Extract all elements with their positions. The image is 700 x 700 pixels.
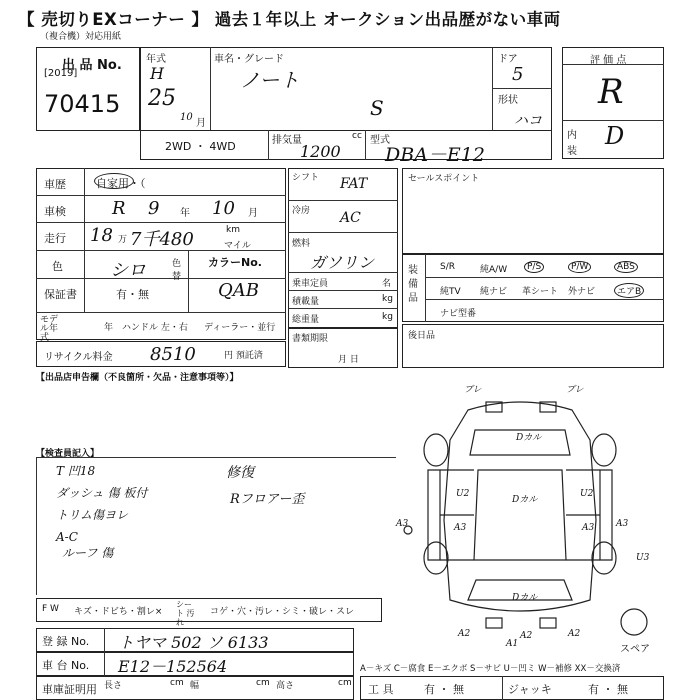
equip-ps: P/S bbox=[524, 261, 544, 273]
equip-tv: 純TV bbox=[440, 287, 461, 297]
inspector-label: 【検査員記入】 bbox=[36, 449, 100, 459]
shaken-month: 10 bbox=[212, 198, 235, 219]
dmg-label-11: U3 bbox=[636, 553, 650, 563]
dmg-label-3: Dカル bbox=[516, 433, 542, 443]
sheet-options: コゲ・穴・汚レ・シミ・破レ・スレ bbox=[210, 607, 355, 617]
equipment-label: 装備品 bbox=[408, 265, 418, 304]
arrival-label: 後日品 bbox=[408, 331, 436, 341]
equip-ext-navi: 外ナビ bbox=[568, 287, 596, 297]
score-interior: D bbox=[605, 122, 625, 150]
doors-value: 5 bbox=[512, 64, 524, 85]
load-label: 積載量 bbox=[292, 297, 320, 307]
equip-pw: P/W bbox=[568, 261, 591, 273]
shape-label: 形状 bbox=[498, 95, 518, 106]
shaken-tsuki: 月 bbox=[248, 208, 258, 219]
total-unit: kg bbox=[382, 312, 393, 322]
nenshiki-month-unit: 月 bbox=[196, 118, 206, 129]
fuel-label: 燃料 bbox=[292, 239, 311, 249]
cert-width-unit: cm bbox=[256, 678, 270, 688]
inspector-note-5: ルーフ 傷 bbox=[62, 546, 114, 560]
equip-navi: 純ナビ bbox=[480, 287, 508, 297]
dmg-label-9: A3 bbox=[582, 523, 595, 533]
name-label: 車名・グレード bbox=[214, 54, 284, 65]
displacement-value: 1200 bbox=[300, 142, 341, 161]
shaken-era: R bbox=[112, 198, 126, 219]
car-grade: S bbox=[370, 96, 384, 120]
color-label: 色 bbox=[52, 260, 63, 273]
jack-value: 有 ・ 無 bbox=[588, 683, 628, 696]
mileage-rest: 7千480 bbox=[130, 229, 194, 250]
color-value: シロ bbox=[110, 260, 146, 281]
doc-label: 書類期限 bbox=[292, 334, 329, 344]
interior-label-1: 内 bbox=[567, 130, 577, 141]
shaken-label: 車検 bbox=[44, 205, 66, 218]
inspector-note-right-1: 修復 bbox=[226, 465, 254, 481]
dmg-label-12: A2 bbox=[458, 629, 471, 639]
nenshiki-era: H bbox=[150, 64, 164, 83]
equip-sr: S/R bbox=[440, 262, 455, 272]
dmg-label-14: A2 bbox=[568, 629, 581, 639]
recycle-label: リサイクル料金 bbox=[44, 352, 113, 363]
interior-label-2: 装 bbox=[567, 146, 577, 157]
shift-label: シフト bbox=[292, 173, 320, 183]
doc-unit: 月 日 bbox=[338, 355, 359, 365]
handle-options: ハンドル 左・右 bbox=[122, 323, 188, 333]
dmg-label-16: Dカル bbox=[512, 593, 538, 603]
model-year-label: モデル年式 bbox=[40, 315, 59, 343]
score-label: 評 価 点 bbox=[590, 55, 627, 66]
model-label: 型式 bbox=[370, 135, 390, 146]
equip-leather: 革シート bbox=[522, 287, 559, 297]
dmg-label-10: A3 bbox=[616, 519, 629, 529]
fw-label: F W bbox=[42, 604, 59, 614]
damage-legend: A－キズ C－腐食 E－エクボ S－サビ U－凹ミ W－補修 XX－交換済 bbox=[360, 664, 621, 674]
tools-label: 工 具 bbox=[368, 683, 394, 696]
km-label: km bbox=[226, 225, 240, 235]
inspector-note-3: トリム傷ヨレ bbox=[56, 508, 129, 522]
dmg-label-6: Dカル bbox=[512, 495, 538, 505]
capacity-unit: 名 bbox=[382, 279, 392, 289]
dealer-options: ディーラー・並行 bbox=[204, 323, 276, 333]
reg-label: 登 録 No. bbox=[42, 635, 90, 648]
car-name: ノート bbox=[240, 68, 300, 92]
fw-options: キズ・ドビち・割レ× bbox=[74, 607, 163, 617]
inspector-note-4: A-C bbox=[56, 530, 78, 544]
warranty-options: 有・無 bbox=[116, 288, 149, 301]
inspector-note-2: ダッシュ 傷 板付 bbox=[56, 486, 148, 500]
inspector-note-1: T 凹18 bbox=[56, 464, 96, 478]
ac-label: 冷房 bbox=[292, 206, 311, 216]
lot-number: 70415 bbox=[44, 90, 121, 118]
mileage-man: 18 bbox=[90, 225, 113, 246]
cert-height-unit: cm bbox=[338, 678, 352, 688]
dmg-label-13: A2 bbox=[520, 631, 533, 641]
color-code-value: QAB bbox=[218, 280, 259, 301]
nenshiki-year: 25 bbox=[148, 86, 176, 111]
dmg-label-5: U2 bbox=[580, 489, 594, 499]
total-label: 総重量 bbox=[292, 315, 320, 325]
color-code-label: カラーNo. bbox=[208, 256, 262, 269]
mile-label: マイル bbox=[224, 241, 251, 251]
equip-airbag: エアB bbox=[614, 283, 644, 298]
load-unit: kg bbox=[382, 294, 393, 304]
recycle-unit: 円 預託済 bbox=[224, 351, 263, 361]
dmg-label-15: A1 bbox=[506, 639, 519, 649]
shift-value: FAT bbox=[340, 176, 368, 192]
shaken-year: 9 bbox=[148, 198, 160, 219]
navi-model-label: ナビ型番 bbox=[440, 309, 477, 319]
recycle-value: 8510 bbox=[150, 344, 196, 365]
score-overall: R bbox=[598, 72, 624, 112]
cert-length-unit: cm bbox=[170, 678, 184, 688]
iro-label: 色替 bbox=[172, 259, 182, 282]
page-title: 【 売切りEXコーナー 】 過去１年以上 オークション出品歴がない車両 bbox=[18, 10, 561, 29]
dmg-label-8: A3 bbox=[396, 519, 409, 529]
dmg-label-4: U2 bbox=[456, 489, 470, 499]
fuel-value: ガソリン bbox=[310, 253, 375, 272]
model-year-nen: 年 bbox=[104, 323, 114, 333]
header-note: （複合機）対応用紙 bbox=[40, 32, 122, 42]
equip-aw: 純A/W bbox=[480, 265, 508, 275]
lot-label: 出 品 No. bbox=[62, 58, 122, 73]
cert-length: 長さ bbox=[104, 681, 123, 691]
report-label: 【出品店申告欄（不良箇所・欠品・注意事項等）】 bbox=[36, 373, 239, 383]
sales-point-label: セールスポイント bbox=[408, 174, 480, 184]
drive-label: 2WD ・ 4WD bbox=[165, 140, 236, 153]
shape-value: ハコ bbox=[514, 113, 542, 129]
sheet-label: シート 汚れ bbox=[176, 600, 195, 627]
disp-unit: cc bbox=[352, 131, 362, 141]
warranty-label: 保証書 bbox=[44, 288, 77, 301]
ac-value: AC bbox=[340, 210, 361, 226]
dmg-label-1: ブレ bbox=[464, 385, 482, 395]
cert-height: 高さ bbox=[276, 681, 295, 691]
spare-label: スペア bbox=[620, 644, 650, 655]
chassis-label: 車 台 No. bbox=[42, 659, 90, 672]
inspector-note-right-2: Rフロアー歪 bbox=[230, 492, 305, 507]
cert-width: 幅 bbox=[190, 681, 200, 691]
reg-value: トヤマ 502 ソ 6133 bbox=[118, 633, 269, 652]
mileage-man-unit: 万 bbox=[118, 235, 128, 245]
lot-year-tag: [2019] bbox=[44, 68, 78, 79]
jack-label: ジャッキ bbox=[508, 683, 552, 696]
nenshiki-month: 10 bbox=[180, 112, 193, 123]
dmg-label-2: ブレ bbox=[566, 385, 584, 395]
capacity-label: 乗車定員 bbox=[292, 279, 329, 289]
disp-label: 排気量 bbox=[272, 135, 302, 146]
mileage-label: 走行 bbox=[44, 232, 66, 245]
doors-label: ドア bbox=[498, 54, 518, 65]
chassis-value: E12－152564 bbox=[118, 657, 228, 676]
tools-value: 有 ・ 無 bbox=[424, 683, 464, 696]
cert-label: 車庫証明用 bbox=[42, 683, 97, 696]
nenshiki-label: 年式 bbox=[146, 54, 166, 65]
dmg-label-7: A3 bbox=[454, 523, 467, 533]
history-label: 車歴 bbox=[44, 178, 66, 191]
history-options: 自家用・（ bbox=[96, 177, 146, 190]
model-value: DBA－E12 bbox=[385, 144, 485, 166]
shaken-nen: 年 bbox=[180, 208, 190, 219]
equip-abs: ABS bbox=[614, 261, 638, 273]
